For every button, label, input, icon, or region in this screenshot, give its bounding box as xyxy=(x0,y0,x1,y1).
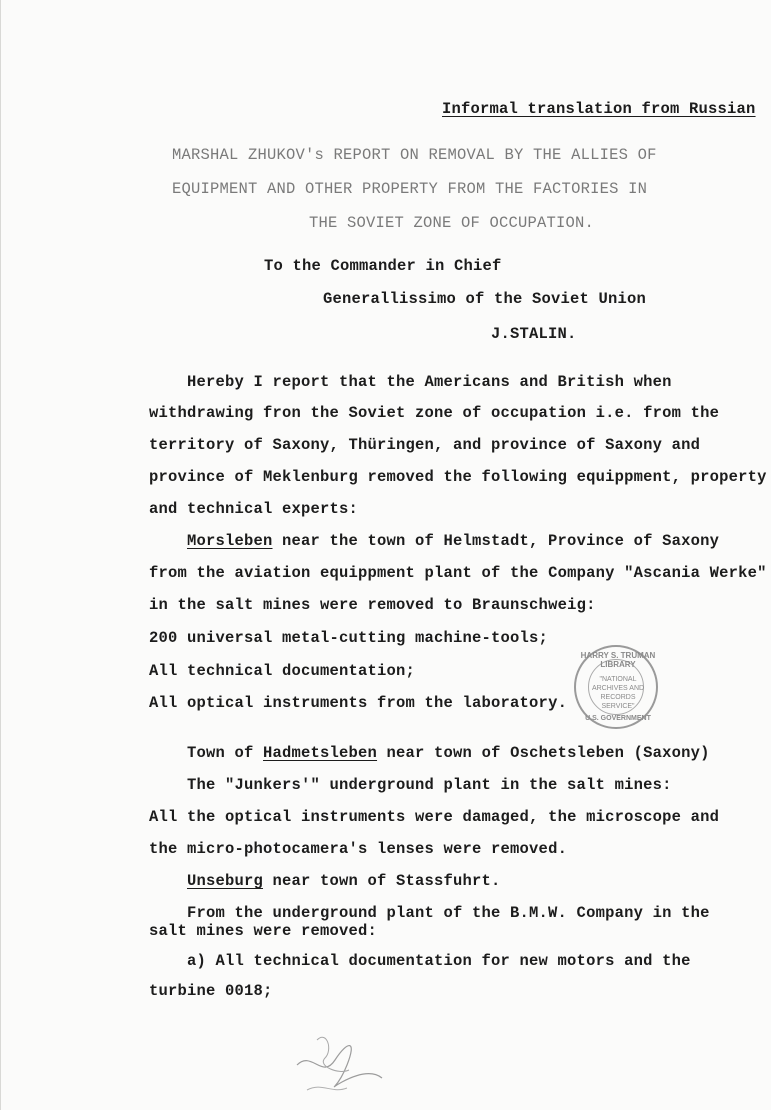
addressee-line-2: Generallissimo of the Soviet Union xyxy=(323,290,647,308)
stamp-middle-text: "NATIONAL ARCHIVES AND RECORDS SERVICE" xyxy=(591,676,645,710)
intro-line-5: and technical experts: xyxy=(149,500,359,518)
scribble-stroke-3 xyxy=(307,1087,347,1090)
section1-item-2: All technical documentation; xyxy=(149,662,416,680)
section3-item-a-2: turbine 0018; xyxy=(149,982,273,1000)
stamp-bottom-text: U.S. GOVERNMENT xyxy=(585,715,651,722)
section3-item-a-1: a) All technical documentation for new motors and the xyxy=(187,952,691,970)
scribble-stroke-1 xyxy=(297,1046,382,1087)
section2-prefix: Town of xyxy=(187,744,264,762)
addressee-line-3: J.STALIN. xyxy=(491,325,577,343)
section3-line-1-rest: near town of Stassfuhrt. xyxy=(263,872,501,890)
section3-line-2: From the underground plant of the B.M.W. Company in the xyxy=(187,904,710,922)
translation-note: Informal translation from Russian xyxy=(442,100,756,118)
section2-line-2: The "Junkers'" underground plant in the salt mines: xyxy=(187,776,672,794)
section1-line-3: in the salt mines were removed to Braunschweig: xyxy=(149,596,596,614)
section3-place: Unseburg xyxy=(187,872,264,890)
title-line-3: THE SOVIET ZONE OF OCCUPATION. xyxy=(309,214,595,232)
pencil-scribble xyxy=(287,1020,397,1100)
intro-line-2: withdrawing fron the Soviet zone of occupation i.e. from the xyxy=(149,404,720,422)
intro-line-1: Hereby I report that the Americans and British when xyxy=(187,373,672,391)
intro-line-4: province of Meklenburg removed the following equippment, property xyxy=(149,468,767,486)
section1-line-1 xyxy=(187,532,719,550)
section3-line-3: salt mines were removed: xyxy=(149,922,378,940)
section1-item-1: 200 universal metal-cutting machine-tools; xyxy=(149,629,549,647)
addressee-line-1: To the Commander in Chief xyxy=(264,257,502,275)
section2-line-1 xyxy=(187,744,710,762)
section2-line-4: the micro-photocamera's lenses were removed. xyxy=(149,840,568,858)
section2-line-1-rest: near town of Oschetsleben (Saxony) xyxy=(377,744,710,762)
library-stamp xyxy=(574,645,658,729)
title-line-2: EQUIPMENT AND OTHER PROPERTY FROM THE FACTORIES IN xyxy=(172,180,648,198)
section1-place: Morsleben xyxy=(187,532,273,550)
section1-item-3: All optical instruments from the laboratory. xyxy=(149,694,568,712)
section2-line-3: All the optical instruments were damaged, the microscope and xyxy=(149,808,720,826)
intro-line-3: territory of Saxony, Thüringen, and province of Saxony and xyxy=(149,436,701,454)
section1-line-2: from the aviation equippment plant of the Company "Ascania Werke" xyxy=(149,564,767,582)
section1-line-1-rest: near the town of Helmstadt, Province of Saxony xyxy=(272,532,720,550)
stamp-top-text: HARRY S. TRUMAN LIBRARY xyxy=(580,651,656,669)
title-line-1: MARSHAL ZHUKOV's REPORT ON REMOVAL BY THE ALLIES OF xyxy=(172,146,657,164)
section3-line-1 xyxy=(187,872,501,890)
section2-place: Hadmetsleben xyxy=(263,744,378,762)
